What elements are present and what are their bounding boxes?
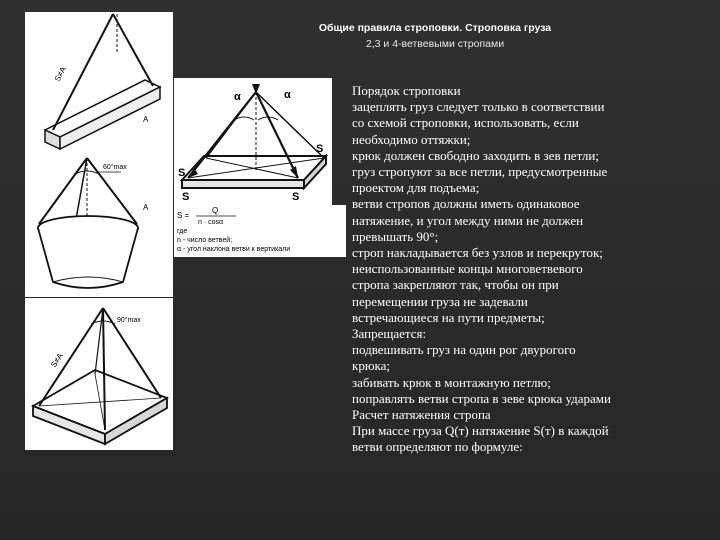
figure-beam-sling xyxy=(25,12,173,152)
cone-angle-label: 60°max xyxy=(103,164,127,171)
body-line: подвешивать груз на один рог двурогого xyxy=(352,342,576,358)
formula-legend-1: где xyxy=(177,228,188,235)
figure-cone-sling xyxy=(25,152,173,297)
formula-legend-2: n - число ветвей; xyxy=(177,237,233,244)
body-line: ветви определяют по формуле: xyxy=(352,439,523,455)
plate-s-label-3: S xyxy=(182,191,190,203)
body-line: превышать 90°; xyxy=(352,228,439,244)
body-line: натяжение, и угол между ними не должен xyxy=(352,212,584,228)
body-line: со схемой строповки, использовать, если xyxy=(352,115,579,131)
cone-side-label: A xyxy=(143,203,149,212)
formula-card xyxy=(174,205,346,257)
body-line: перемещении груза не задевали xyxy=(352,293,528,309)
body-line: поправлять ветви стропа в зеве крюка ударами xyxy=(352,390,611,406)
body-line: стропа закрепляют так, чтобы он при xyxy=(352,277,559,293)
body-line: ветви стропов должны иметь одинаковое xyxy=(352,196,580,212)
beam-label-right: A xyxy=(143,115,149,124)
body-line: При массе груза Q(т) натяжение S(т) в каждой xyxy=(352,423,609,439)
formula-denominator: n · cosα xyxy=(198,219,224,226)
body-line: забивать крюк в монтажную петлю; xyxy=(352,374,551,390)
formula-numerator: Q xyxy=(212,206,219,215)
formula-legend-3: α - угол наклона ветви к вертикали xyxy=(177,246,291,253)
body-line: крюка; xyxy=(352,358,391,374)
plate-s-label-4: S xyxy=(292,191,300,203)
slide-title: Общие правила строповки. Строповка груза xyxy=(318,22,552,34)
pyramid-angle-label: 90°max xyxy=(117,317,141,324)
body-line: проектом для подъема; xyxy=(352,180,480,196)
body-text xyxy=(352,83,687,456)
figure-plate-sling xyxy=(174,78,332,205)
plate-alpha-right: α xyxy=(284,89,291,101)
body-line: крюк должен свободно заходить в зев петли; xyxy=(352,147,599,163)
body-line: Запрещается: xyxy=(352,326,427,342)
body-line: зацеплять груз следует только в соответствии xyxy=(352,99,605,115)
body-line: груз стропуют за все петли, предусмотренные xyxy=(352,164,608,180)
plate-alpha-left: α xyxy=(234,91,241,103)
beam-label-left: S≠A xyxy=(52,65,68,83)
slide-subtitle: 2,3 и 4-ветвевыми стропами xyxy=(365,38,505,50)
body-line: необходимо оттяжки; xyxy=(352,131,471,147)
body-line: неиспользованные концы многоветвевого xyxy=(352,261,583,277)
body-line: строп накладывается без узлов и перекруток; xyxy=(352,245,603,261)
formula-lhs: S = xyxy=(177,211,190,220)
body-line: встречающиеся на пути предметы; xyxy=(352,309,545,325)
figure-pyramid-sling xyxy=(25,298,173,450)
plate-s-label-1: S xyxy=(178,167,186,179)
pyramid-side-label: S≠A xyxy=(49,351,65,370)
body-line: Порядок строповки xyxy=(352,83,461,98)
body-line: Расчет натяжения стропа xyxy=(352,407,491,423)
plate-s-label-2: S xyxy=(316,143,324,155)
